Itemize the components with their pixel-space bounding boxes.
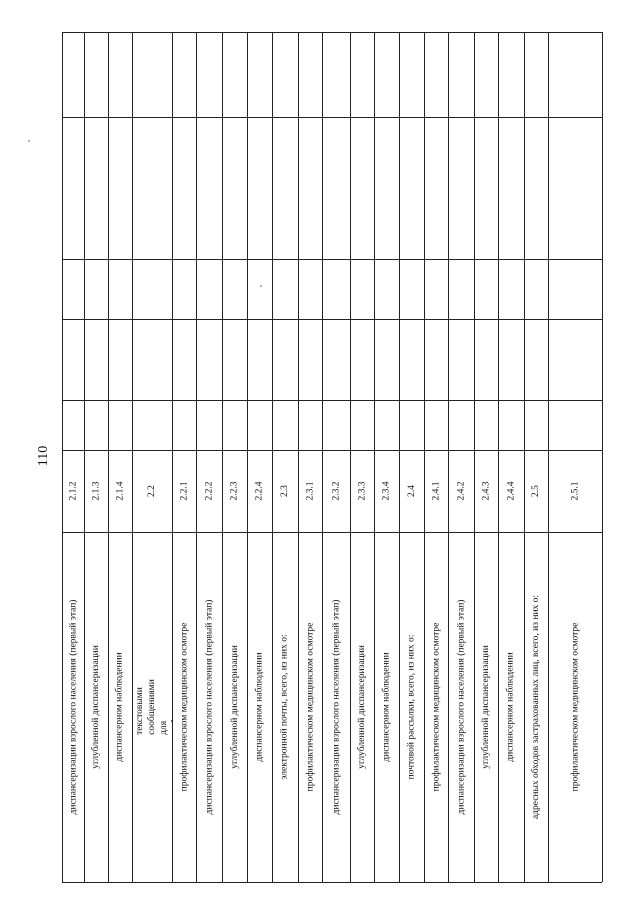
column-divider <box>62 532 602 533</box>
row-divider <box>548 32 549 882</box>
row-code: 2.4.4 <box>506 481 516 501</box>
row-divider <box>399 32 400 882</box>
column-divider <box>62 117 602 118</box>
column-divider <box>62 450 602 451</box>
row-divider <box>222 32 223 882</box>
row-code: 2.4.3 <box>481 481 491 501</box>
row-divider <box>524 32 525 882</box>
row-code: 2.5.1 <box>570 481 580 501</box>
row-code: 2.3.1 <box>305 481 315 501</box>
row-code: 2.5 <box>531 485 541 497</box>
column-divider <box>62 400 602 401</box>
row-divider <box>84 32 85 882</box>
row-label: профилактическом медицинском осмотре <box>179 622 190 792</box>
row-code: 2.3 <box>280 485 290 497</box>
row-divider <box>247 32 248 882</box>
row-divider <box>196 32 197 882</box>
scan-speck <box>28 140 30 142</box>
row-divider <box>498 32 499 882</box>
row-code: 2.3.4 <box>381 481 392 501</box>
row-divider <box>322 32 323 882</box>
row-divider <box>350 32 351 882</box>
row-label: углубленной диспансеризации <box>481 645 491 769</box>
row-label: адресных обходов застрахованных лиц, всего, из них о: <box>531 594 542 820</box>
table-border <box>602 32 603 882</box>
row-label: диспансеризации взрослого населения (первый этап) <box>68 599 79 815</box>
row-label: диспансеризации взрослого населения (первый этап) <box>456 599 467 815</box>
row-code: 2.4.2 <box>456 481 466 501</box>
row-divider <box>424 32 425 882</box>
row-label: диспансерном наблюдении <box>254 652 265 762</box>
row-divider <box>108 32 109 882</box>
row-code: 2.1.3 <box>91 481 101 501</box>
row-label: текстовыми сообщениями для <box>135 679 169 735</box>
row-label: углубленной диспансеризации <box>229 645 240 769</box>
row-code: 2.3.2 <box>331 481 341 501</box>
row-divider <box>448 32 449 882</box>
row-divider <box>172 32 173 882</box>
row-label: диспансеризации взрослого населения (первый этап) <box>204 599 215 815</box>
row-label: диспансерном наблюдении <box>506 652 517 762</box>
row-code: 2.4.1 <box>431 481 441 501</box>
scan-speck <box>260 285 262 287</box>
row-divider <box>298 32 299 882</box>
row-label: диспансерном наблюдении <box>115 652 126 762</box>
row-divider <box>374 32 375 882</box>
row-label: углубленной диспансеризации <box>357 645 367 769</box>
rotated-table <box>62 32 602 882</box>
row-code: 2.4 <box>406 485 417 497</box>
row-label: углубленной диспансеризации <box>91 645 101 769</box>
row-label: диспансеризации взрослого населения (первый этап) <box>331 599 342 815</box>
row-divider <box>474 32 475 882</box>
row-code: 2.2.1 <box>179 481 189 501</box>
row-code: 2.1.4 <box>115 481 125 501</box>
row-code: 2.2.4 <box>254 481 265 501</box>
page-number: 110 <box>36 445 52 467</box>
row-divider <box>132 32 133 882</box>
row-code: 2.3.3 <box>357 481 367 501</box>
row-code: 2.2 <box>147 485 157 497</box>
row-code: 2.1.2 <box>68 481 78 501</box>
row-label: электронной почты, всего, из них о: <box>280 634 290 780</box>
column-divider <box>62 259 602 260</box>
column-divider <box>62 319 602 320</box>
row-code: 2.2.2 <box>204 481 214 501</box>
row-code: 2.2.3 <box>229 481 240 501</box>
row-label: профилактическом медицинском осмотре <box>431 622 442 792</box>
row-divider <box>272 32 273 882</box>
row-label: профилактическом медицинском осмотре <box>305 622 316 792</box>
row-label: диспансерном наблюдении <box>381 652 392 762</box>
table-border <box>62 32 63 882</box>
table-border <box>62 882 602 883</box>
row-label: профилактическом медицинском осмотре <box>570 622 581 792</box>
row-label: почтовой рассылки, всего, из них о: <box>406 634 417 780</box>
table-border <box>62 32 602 33</box>
